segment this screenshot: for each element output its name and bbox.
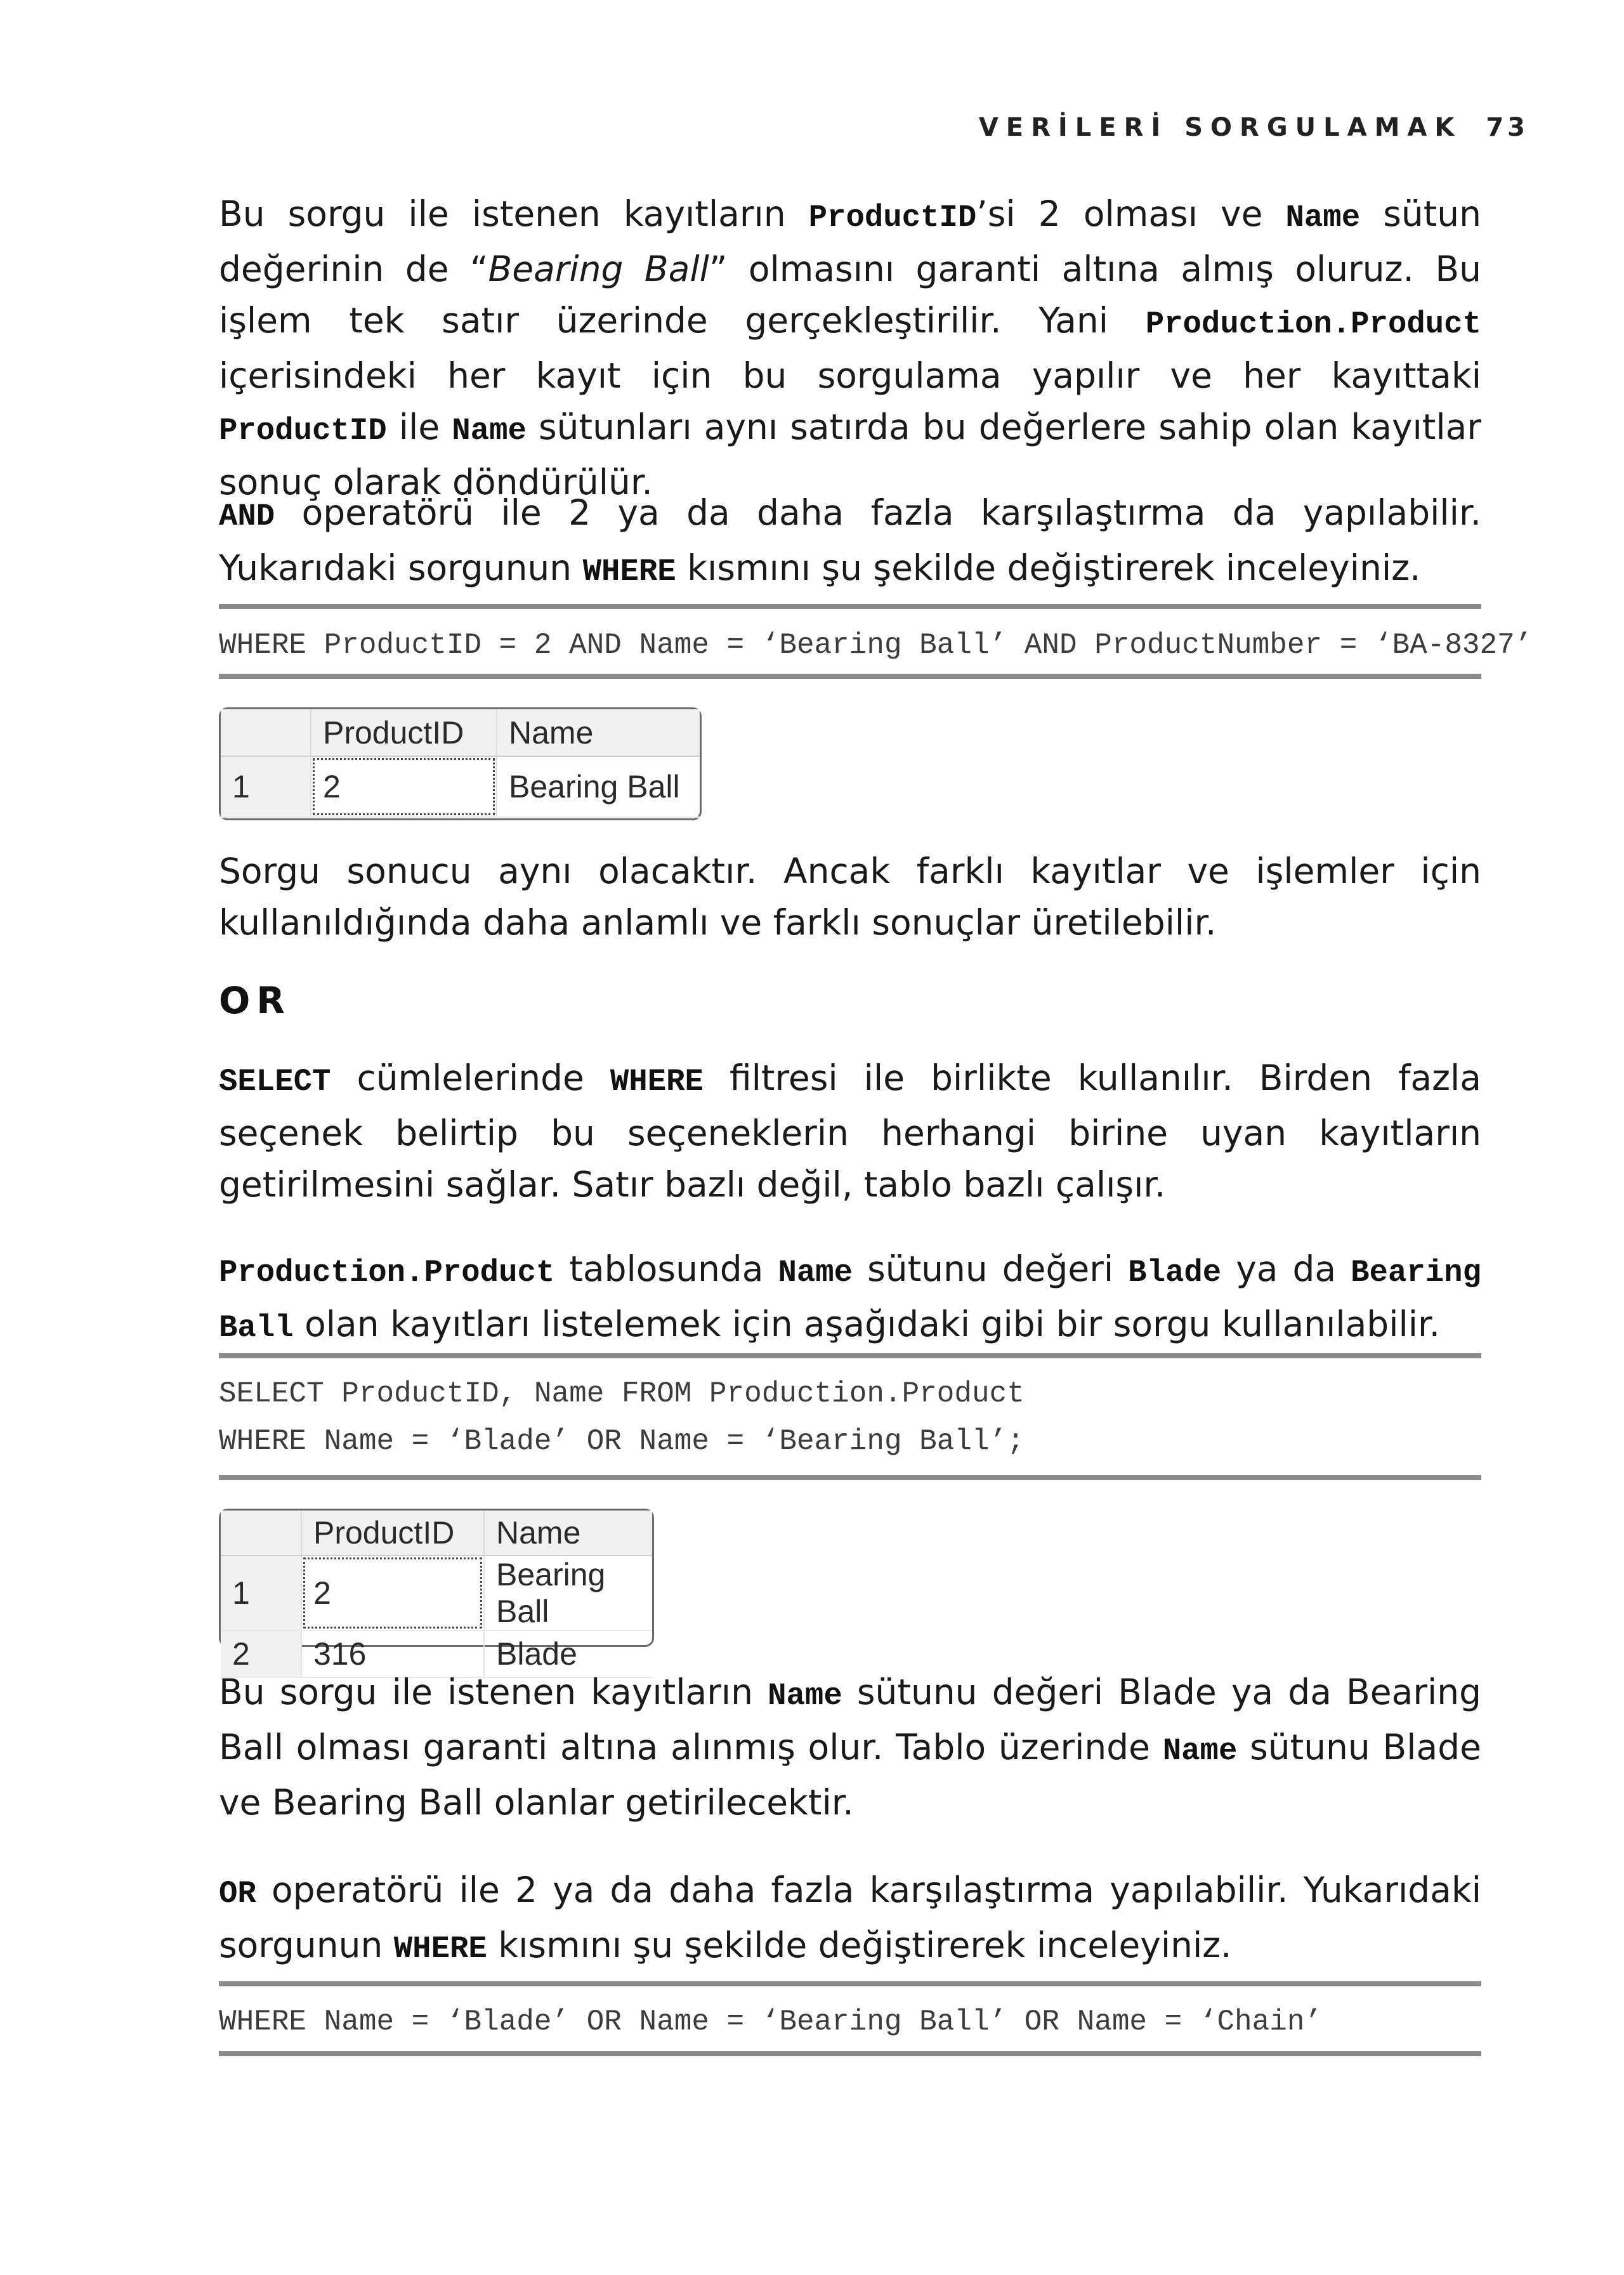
inline-code: ProductID xyxy=(219,413,387,449)
text: ile xyxy=(386,407,452,447)
row-header-corner xyxy=(221,709,311,756)
inline-code: Bearing Ball xyxy=(219,1255,1481,1346)
cell-name: Bearing Ball xyxy=(484,1556,652,1630)
inline-code: Name xyxy=(452,413,527,449)
inline-code: Name xyxy=(768,1678,842,1714)
text: sütunu Blade ve Bearing Ball olanlar getirilecektir. xyxy=(219,1727,1481,1823)
text: operatörü ile 2 ya da daha fazla karşılaştırma da yapılabilir. Yukarıdaki sorgunun xyxy=(219,492,1481,588)
code-block-rule-bottom xyxy=(219,674,1481,679)
paragraph-2 xyxy=(219,487,1481,598)
text: kısmını şu şekilde değiştirerek inceleyiniz. xyxy=(676,547,1421,588)
paragraph-6 xyxy=(219,1667,1481,1828)
text: sütunu değeri xyxy=(853,1249,1129,1289)
text: cümlelerinde xyxy=(331,1058,610,1098)
inline-code: WHERE xyxy=(582,554,676,589)
code-block-2 xyxy=(219,1370,1481,1465)
text: tablosunda xyxy=(554,1249,778,1289)
text: sütun değerinin de “ xyxy=(219,193,1481,289)
code-block-rule-top xyxy=(219,1353,1481,1358)
code-line: WHERE Name = ‘Blade’ OR Name = ‘Bearing Ball’; xyxy=(219,1425,1025,1458)
paragraph-4 xyxy=(219,1052,1481,1210)
cell-name: Bearing Ball xyxy=(497,756,700,817)
page-number: 73 xyxy=(1486,113,1529,142)
running-header xyxy=(979,113,1529,142)
inline-code: Production.Product xyxy=(219,1255,555,1290)
code-block-rule-top xyxy=(219,1981,1481,1986)
inline-code: Name xyxy=(1162,1733,1238,1769)
text: Bu sorgu ile istenen kayıtların xyxy=(219,1672,768,1712)
text: operatörü ile 2 ya da daha fazla karşılaştırma yapılabilir. Yukarıdaki sorgunun xyxy=(219,1870,1481,1965)
cell-productid: 2 xyxy=(301,1556,484,1630)
code-block-rule-bottom xyxy=(219,1475,1481,1480)
inline-code: WHERE xyxy=(610,1064,704,1099)
section-heading-or: OR xyxy=(219,979,291,1022)
code-block-rule-bottom xyxy=(219,2051,1481,2056)
section-title: VERİLERİ SORGULAMAK xyxy=(978,113,1462,142)
inline-code: SELECT xyxy=(219,1064,331,1099)
table-row xyxy=(221,756,700,817)
text: Sorgu sonucu aynı olacaktır. Ancak farklı kayıtlar ve işlemler için kullanıldığında daha anlamlı ve farklı sonuçlar üretilebilir. xyxy=(219,851,1481,943)
text: ya da xyxy=(1221,1249,1351,1289)
code-line: WHERE Name = ‘Blade’ OR Name = ‘Bearing Ball’ OR Name = ‘Chain’ xyxy=(219,2005,1323,2038)
inline-code: Production.Product xyxy=(1145,306,1481,342)
text: Bu sorgu ile istenen kayıtların xyxy=(219,193,809,234)
code-line: WHERE ProductID = 2 AND Name = ‘Bearing Ball’ AND ProductNumber = ‘BA-8327’ xyxy=(219,629,1533,662)
inline-code: ProductID xyxy=(808,200,977,235)
text: ” olmasını garanti altına almış oluruz. Bu işlem tek satır üzerinde gerçekleştirilir. Yani xyxy=(219,249,1482,341)
text: ’si 2 olması ve xyxy=(976,193,1286,234)
emphasis: Bearing Ball xyxy=(488,249,709,289)
text: sütunu değeri Blade ya da Bearing Ball olması garanti altına alınmış olur. Tablo üzerinde xyxy=(219,1672,1481,1767)
column-header: ProductID xyxy=(311,709,497,756)
code-block-1 xyxy=(219,622,1533,669)
text: filtresi ile birlikte kullanılır. Birden fazla seçenek belirtip bu seçeneklerin herhangi birine uyan kayıtların getirilmesini sağlar. Satır bazlı değil, tablo bazlı çalışır. xyxy=(219,1058,1481,1205)
cell-name: Blade xyxy=(484,1630,652,1677)
text: olan kayıtları listelemek için aşağıdaki gibi bir sorgu kullanılabilir. xyxy=(293,1304,1441,1344)
row-number: 2 xyxy=(221,1630,301,1677)
inline-code: AND xyxy=(219,499,275,534)
text: sütunları aynı satırda bu değerlere sahip olan kayıtlar sonuç olarak döndürülür. xyxy=(219,407,1481,502)
paragraph-5 xyxy=(219,1243,1481,1354)
column-header: Name xyxy=(497,709,700,756)
row-number: 1 xyxy=(221,1556,301,1630)
inline-code: Name xyxy=(1285,200,1361,235)
result-grid-2 xyxy=(219,1509,654,1672)
column-header: ProductID xyxy=(301,1511,484,1556)
code-block-3 xyxy=(219,1998,1481,2046)
row-number: 1 xyxy=(221,756,311,817)
paragraph-3 xyxy=(219,846,1481,948)
row-header-corner xyxy=(221,1511,301,1556)
table-row xyxy=(221,1556,652,1630)
cell-productid: 316 xyxy=(301,1630,484,1677)
paragraph-7 xyxy=(219,1865,1481,1975)
inline-code: Blade xyxy=(1128,1255,1222,1290)
inline-code: WHERE xyxy=(393,1931,487,1967)
result-grid-1 xyxy=(219,707,702,820)
paragraph-1 xyxy=(219,188,1481,508)
inline-code: OR xyxy=(219,1876,256,1911)
text: içerisindeki her kayıt için bu sorgulama yapılır ve her kayıttaki xyxy=(219,355,1481,396)
inline-code: Name xyxy=(778,1255,853,1290)
text: kısmını şu şekilde değiştirerek inceleyiniz. xyxy=(487,1925,1232,1965)
column-header: Name xyxy=(484,1511,652,1556)
cell-productid: 2 xyxy=(311,756,497,817)
code-line: SELECT ProductID, Name FROM Production.Product xyxy=(219,1377,1025,1410)
code-block-rule-top xyxy=(219,604,1481,609)
